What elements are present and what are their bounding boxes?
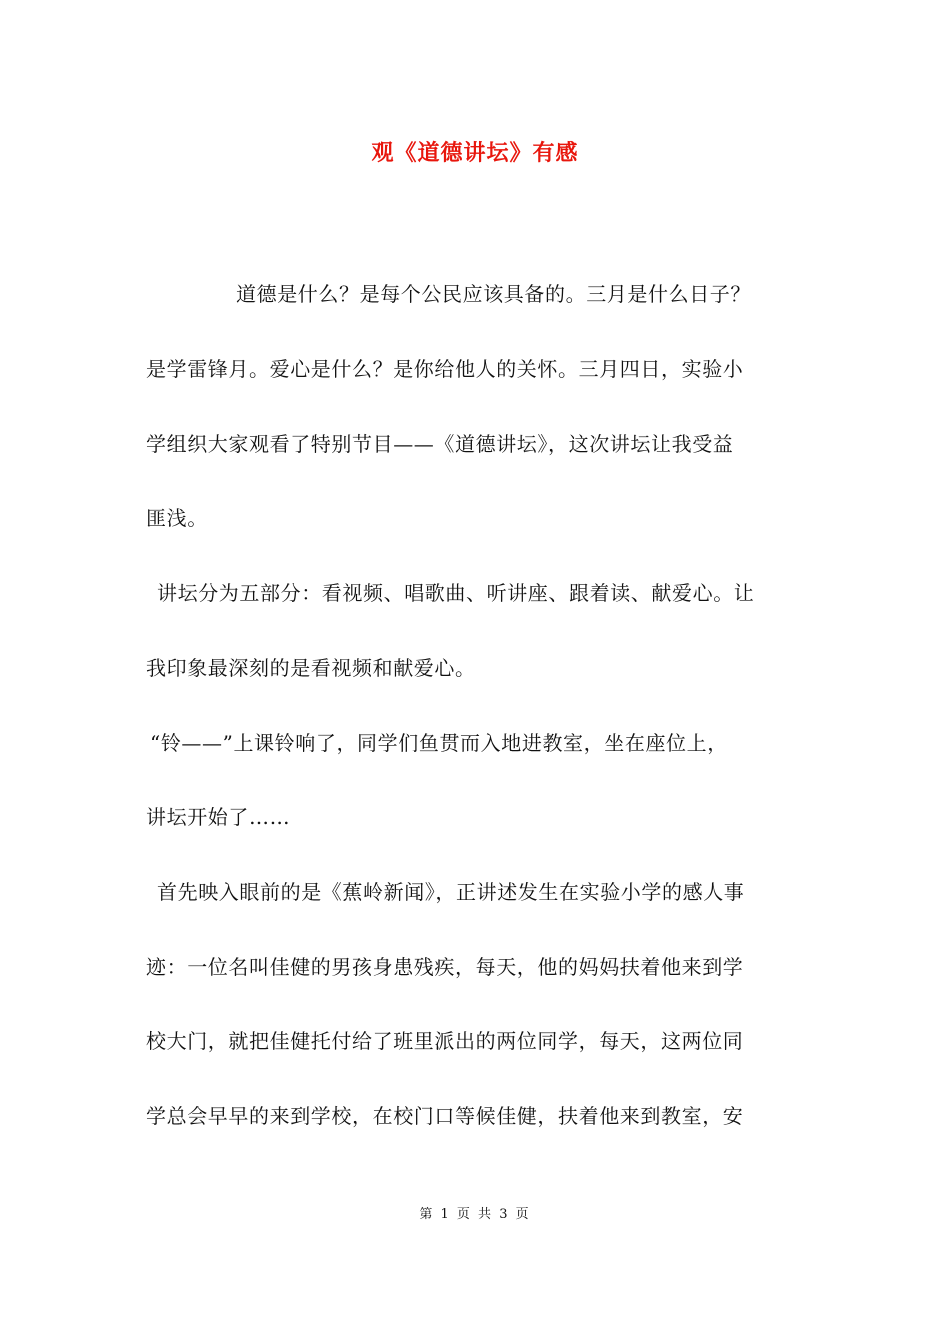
paragraph-line: 学组织大家观看了特别节目——《道德讲坛》，这次讲坛让我受益 <box>146 432 734 456</box>
page-number-footer: 第 1 页 共 3 页 <box>419 1207 531 1222</box>
document-title: 观《道德讲坛》有感 <box>371 140 579 166</box>
paragraph-line: 学总会早早的来到学校，在校门口等候佳健，扶着他来到教室，安 <box>146 1104 744 1128</box>
paragraph-line: 匪浅。 <box>146 506 208 530</box>
paragraph-line: 首先映入眼前的是《蕉岭新闻》，正讲述发生在实验小学的感人事 <box>157 880 745 904</box>
paragraph-line: 是学雷锋月。爱心是什么？是你给他人的关怀。三月四日，实验小 <box>146 357 744 381</box>
paragraph-line: “铃——”上课铃响了，同学们鱼贯而入地进教室，坐在座位上， <box>150 731 728 755</box>
paragraph-line: 道德是什么？是每个公民应该具备的。三月是什么日子？ <box>236 282 751 306</box>
paragraph-line: 校大门，就把佳健托付给了班里派出的两位同学，每天，这两位同 <box>146 1029 744 1053</box>
paragraph-line: 迹：一位名叫佳健的男孩身患残疾，每天，他的妈妈扶着他来到学 <box>146 955 744 979</box>
paragraph-line: 讲坛分为五部分：看视频、唱歌曲、听讲座、跟着读、献爱心。让 <box>157 581 755 605</box>
paragraph-line: 讲坛开始了…… <box>146 805 291 829</box>
paragraph-line: 我印象最深刻的是看视频和献爱心。 <box>146 656 476 680</box>
